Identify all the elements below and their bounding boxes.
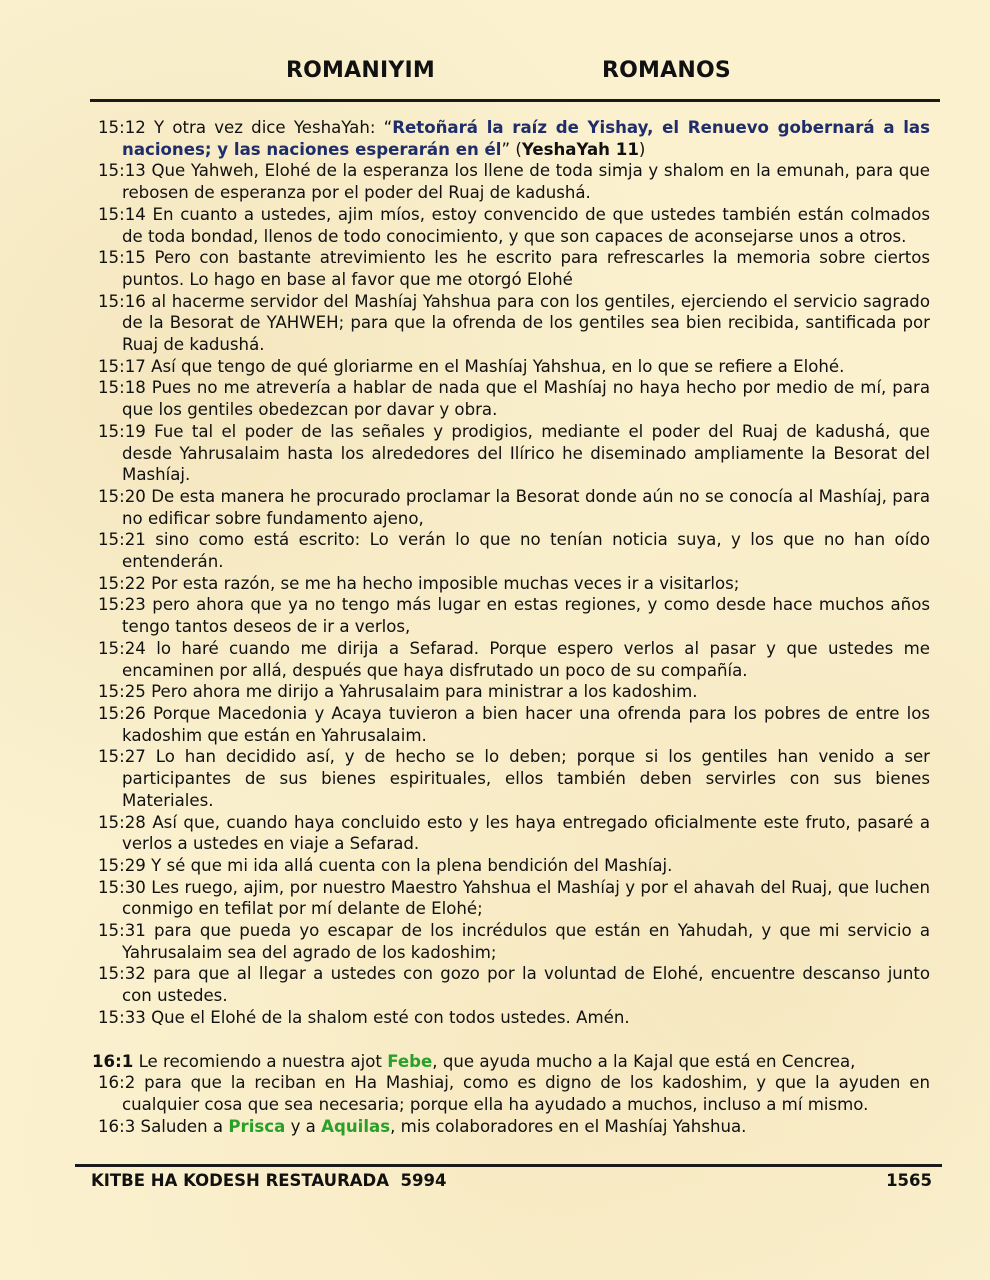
verse-15-32 bbox=[98, 963, 930, 1006]
verse-number: 15:25 bbox=[98, 682, 146, 702]
verse-number: 15:23 bbox=[98, 595, 146, 615]
verse-text: Que Yahweh, Elohé de la esperanza los llene de toda simja y shalom en la emunah, para que rebosen de esperanza por el poder del Ruaj de kadushá. bbox=[122, 161, 931, 203]
verse-number: 16:2 bbox=[98, 1073, 136, 1093]
verse-number: 15:19 bbox=[98, 421, 146, 441]
verse-15-17 bbox=[98, 356, 930, 378]
verse-number: 15:20 bbox=[98, 486, 146, 506]
highlighted-name: Prisca bbox=[228, 1116, 286, 1136]
quoted-text: Retoñará la raíz de Yishay, el Renuevo gobernará a las naciones; y las naciones esperarán en él bbox=[122, 118, 930, 159]
verse-15-25 bbox=[98, 681, 930, 703]
verse-text: sino como está escrito: Lo verán lo que no tenían noticia suya, y los que no han oído entenderán. bbox=[122, 530, 930, 572]
chapter-gap bbox=[98, 1029, 930, 1051]
verse-text: En cuanto a ustedes, ajim míos, estoy convencido de que ustedes también están colmados de toda bondad, llenos de todo conocimiento, y que son capaces de aconsejarse unos a otros. bbox=[122, 204, 931, 246]
verse-number: 16:3 bbox=[98, 1116, 136, 1136]
verse-number: 15:30 bbox=[98, 877, 146, 897]
verse-15-14 bbox=[98, 204, 930, 247]
verse-text: Así que, cuando haya concluido esto y les haya entregado oficialmente este fruto, pasaré a verlos a ustedes en viaje a Sefarad. bbox=[122, 812, 930, 854]
verse-15-29 bbox=[98, 855, 930, 877]
verse-number: 15:27 bbox=[98, 747, 146, 767]
verse-16-1 bbox=[92, 1051, 930, 1073]
text-body bbox=[92, 117, 931, 1137]
verse-15-28 bbox=[98, 812, 930, 855]
footer-title: KITBE HA KODESH RESTAURADA 5994 bbox=[91, 1171, 447, 1190]
verse-text: Y sé que mi ida allá cuenta con la plena bendición del Mashíaj. bbox=[151, 855, 673, 875]
verse-text: Pero con bastante atrevimiento les he escrito para refrescarles la memoria sobre ciertos puntos. Lo hago en base al favor que me otorgó Elohé bbox=[122, 248, 930, 289]
verse-number: 15:26 bbox=[98, 703, 146, 723]
verse-text: y a bbox=[285, 1116, 322, 1136]
verse-text: para que al llegar a ustedes con gozo por la voluntad de Elohé, encuentre descanso junto con ustedes. bbox=[122, 964, 930, 1006]
verse-number: 15:31 bbox=[98, 921, 146, 941]
verse-text: Y otra vez dice YeshaYah: “ bbox=[154, 118, 393, 137]
header-right-title: ROMANOS bbox=[602, 58, 731, 83]
verse-text: para que la reciban en Ha Mashiaj, como es digno de los kadoshim, y que la ayuden en cualquier cosa que sea necesaria; porque ella ha ayudado a muchos, incluso a mí mismo. bbox=[122, 1073, 930, 1114]
verse-text: Lo han decidido así, y de hecho se lo deben; porque si los gentiles han venido a ser participantes de sus bienes espirituales, ellos también deben servirles con sus bienes Materiales. bbox=[122, 747, 931, 810]
verse-15-19 bbox=[98, 421, 930, 486]
chapter-verse-number: 16:1 bbox=[92, 1051, 134, 1071]
verse-text: Por esta razón, se me ha hecho imposible muchas veces ir a visitarlos; bbox=[151, 573, 740, 593]
header-rule bbox=[90, 99, 940, 102]
verse-15-18 bbox=[98, 377, 930, 420]
verse-text: , que ayuda mucho a la Kajal que está en Cencrea, bbox=[432, 1051, 856, 1071]
verse-text: Les ruego, ajim, por nuestro Maestro Yahshua el Mashíaj y por el ahavah del Ruaj, que luchen conmigo en tefilat por mí delante de Elohé; bbox=[122, 877, 930, 919]
verse-text: , mis colaboradores en el Mashíaj Yahshua. bbox=[390, 1116, 747, 1136]
verse-text: Pues no me atrevería a hablar de nada que el Mashíaj no haya hecho por medio de mí, para que los gentiles obedezcan por davar y obra. bbox=[122, 378, 930, 420]
verse-15-30 bbox=[98, 877, 930, 920]
verse-number: 15:28 bbox=[98, 812, 146, 832]
verse-number: 15:17 bbox=[98, 356, 146, 376]
verse-number: 15:22 bbox=[98, 573, 146, 593]
verse-15-15 bbox=[98, 247, 930, 290]
verse-text: para que pueda yo escapar de los incrédulos que están en Yahudah, y que mi servicio a Yahrusalaim sea del agrado de los kadoshim; bbox=[122, 921, 930, 962]
verse-number: 15:32 bbox=[98, 964, 146, 984]
verse-text: Le recomiendo a nuestra ajot bbox=[138, 1051, 388, 1071]
scripture-reference: YeshaYah 11 bbox=[521, 139, 639, 159]
verse-text: Porque Macedonia y Acaya tuvieron a bien hacer una ofrenda para los pobres de entre los kadoshim que están en Yahrusalaim. bbox=[122, 703, 930, 745]
verse-number: 15:18 bbox=[98, 378, 146, 398]
highlighted-name: Febe bbox=[387, 1051, 433, 1071]
verse-number: 15:12 bbox=[98, 118, 146, 137]
verse-15-33 bbox=[98, 1007, 930, 1029]
verse-text: Que el Elohé de la shalom esté con todos ustedes. Amén. bbox=[151, 1007, 630, 1027]
verse-number: 15:16 bbox=[98, 291, 146, 311]
verse-15-24 bbox=[98, 638, 930, 681]
verse-15-22 bbox=[98, 573, 930, 595]
verse-number: 15:24 bbox=[98, 638, 146, 658]
verse-16-2 bbox=[98, 1072, 930, 1115]
verse-15-21 bbox=[98, 529, 930, 572]
verse-15-23 bbox=[98, 594, 930, 637]
verse-15-31 bbox=[98, 920, 930, 963]
verse-15-20 bbox=[98, 486, 930, 529]
verse-text: Pero ahora me dirijo a Yahrusalaim para ministrar a los kadoshim. bbox=[151, 682, 698, 702]
page-number: 1565 bbox=[886, 1171, 932, 1190]
verse-text: ) bbox=[638, 139, 646, 159]
verse-text: al hacerme servidor del Mashíaj Yahshua para con los gentiles, ejerciendo el servicio sagrado de la Besorat de YAHWEH; para que la ofrenda de los gentiles sea bien recibida, santificada por Ruaj de kadushá. bbox=[122, 291, 930, 355]
highlighted-name: Aquilas bbox=[321, 1116, 391, 1136]
verse-text: pero ahora que ya no tengo más lugar en estas regiones, y como desde hace muchos años tengo tantos deseos de ir a verlos, bbox=[122, 595, 930, 637]
verse-text: Fue tal el poder de las señales y prodigios, mediante el poder del Ruaj de kadushá, que desde Yahrusalaim hasta los alrededores del Ilírico he diseminado ampliamente la Besorat del Mashíaj. bbox=[122, 421, 930, 485]
verse-15-13 bbox=[98, 160, 930, 203]
verse-number: 15:13 bbox=[98, 161, 146, 181]
verse-text: Saluden a bbox=[140, 1116, 229, 1136]
verse-15-26 bbox=[98, 703, 930, 746]
verse-15-27 bbox=[98, 746, 930, 811]
page-header bbox=[0, 58, 990, 92]
verse-15-16 bbox=[98, 291, 930, 356]
footer-rule bbox=[75, 1164, 942, 1167]
verse-number: 15:21 bbox=[98, 530, 146, 550]
verse-text: Así que tengo de qué gloriarme en el Mashíaj Yahshua, en lo que se refiere a Elohé. bbox=[151, 356, 845, 376]
verse-number: 15:14 bbox=[98, 204, 146, 224]
verse-15-12 bbox=[98, 117, 930, 160]
verse-16-3 bbox=[98, 1116, 930, 1138]
verse-text: lo haré cuando me dirija a Sefarad. Porque espero verlos al pasar y que ustedes me encaminen por allá, después que haya disfrutado un poco de su compañía. bbox=[122, 638, 930, 680]
verse-number: 15:29 bbox=[98, 855, 146, 875]
verse-text: ” ( bbox=[501, 139, 522, 159]
header-left-title: ROMANIYIM bbox=[286, 58, 435, 83]
verse-number: 15:15 bbox=[98, 248, 146, 268]
verse-number: 15:33 bbox=[98, 1007, 146, 1027]
verse-text: De esta manera he procurado proclamar la Besorat donde aún no se conocía al Mashíaj, para no edificar sobre fundamento ajeno, bbox=[122, 486, 930, 528]
